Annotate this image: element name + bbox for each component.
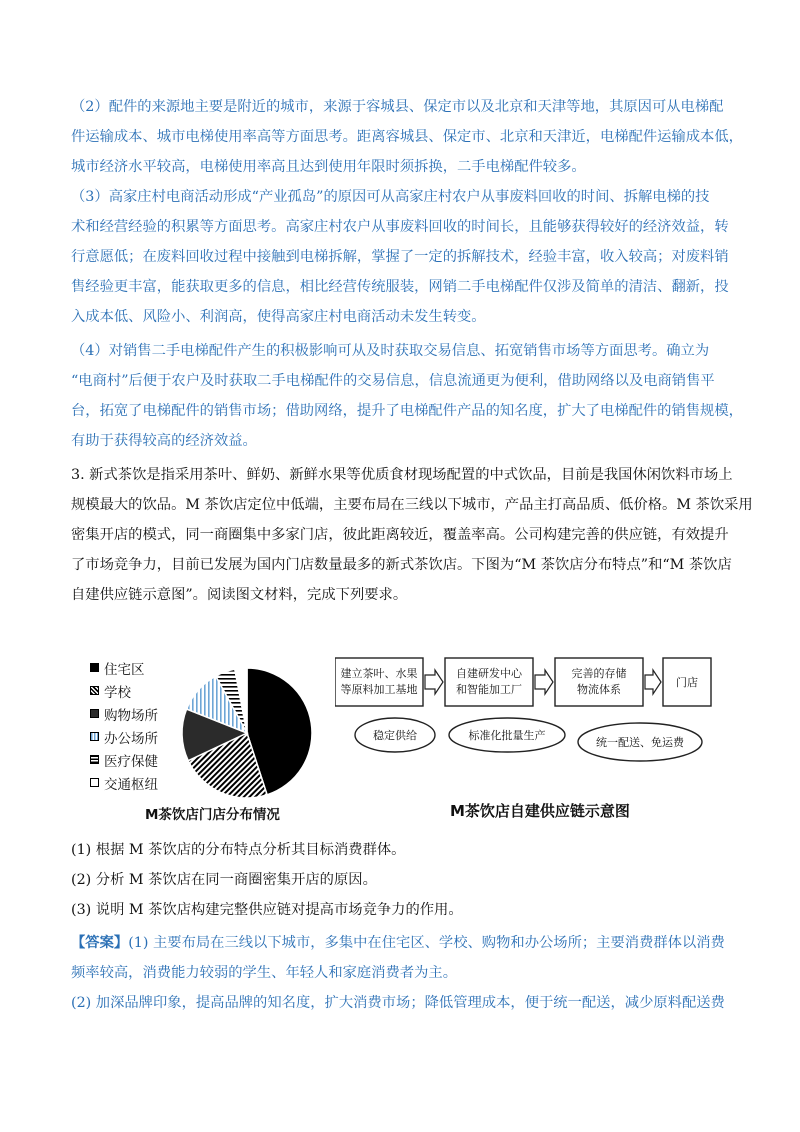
text-line: 件运输成本、城市电梯使用率高等方面思考。距离容城县、保定市、北京和天津近，电梯配件运输成本低， <box>71 129 743 145</box>
text-line: 自建供应链示意图”。阅读图文材料，完成下列要求。 <box>71 587 408 603</box>
legend-item-medical <box>90 748 158 771</box>
sub-question-3: (3) 说明 M 茶饮店构建完整供应链对提高市场竞争力的作用。 <box>71 902 463 918</box>
answer-text: (1) 主要布局在三线以下城市，多集中在住宅区、学校、购物和办公场所；主要消费群体以消费 <box>128 935 725 951</box>
flow-box-rnd-line1: 自建研发中心 <box>456 667 522 680</box>
answer-q3 <box>71 182 737 332</box>
dark-gray-swatch-icon <box>90 709 99 718</box>
flow-ellipse-delivery-label: 统一配送、免运费 <box>596 736 684 749</box>
text-line: 规模最大的饮品。M 茶饮店定位中低端，主要布局在三线以下城市，产品主打高品质、低价格。M 茶饮采用 <box>71 497 753 513</box>
legend-label: 办公场所 <box>104 730 158 747</box>
text-line: 售经验更丰富，能获取更多的信息，相比经营传统服装，网销二手电梯配件仅涉及简单的清洁、翻新，投 <box>71 279 729 295</box>
answer-line-1 <box>71 928 737 958</box>
legend-label: 住宅区 <box>104 661 145 678</box>
text-line: 入成本低、风险小、利润高，使得高家庄村电商活动未发生转变。 <box>71 309 486 325</box>
pie-legend <box>90 656 158 794</box>
legend-label: 交通枢纽 <box>104 776 158 793</box>
question-3-intro <box>71 460 753 610</box>
flow-caption: M茶饮店自建供应链示意图 <box>450 802 630 820</box>
legend-label: 医疗保健 <box>104 753 158 770</box>
flow-box-rnd-line2: 和智能加工厂 <box>456 683 522 696</box>
legend-label: 学校 <box>104 684 131 701</box>
answer-block <box>71 928 737 1018</box>
answer-q4 <box>71 336 743 456</box>
flow-box-base-line2: 等原料加工基地 <box>340 683 418 696</box>
answer-line-3: (2) 加深品牌印象，提高品牌的知名度，扩大消费市场；降低管理成本，便于统一配送，减少原料配送费 <box>71 995 725 1011</box>
flow-box-base <box>335 658 423 706</box>
solid-black-swatch-icon <box>90 663 99 672</box>
arrow-right-icon <box>535 670 553 694</box>
blue-striped-swatch-icon <box>90 732 99 741</box>
legend-item-office <box>90 725 158 748</box>
text-line: 台，拓宽了电梯配件的销售市场；借助网络，提升了电梯配件产品的知名度，扩大了电梯配件的销售规模， <box>71 403 743 419</box>
sub-question-2: (2) 分析 M 茶饮店在同一商圈密集开店的原因。 <box>71 872 377 888</box>
legend-item-residential <box>90 656 158 679</box>
supply-chain-diagram <box>335 640 745 800</box>
text-line: （4）对销售二手电梯配件产生的积极影响可从及时获取交易信息、拓宽销售市场等方面思考。确立为 <box>71 343 710 359</box>
text-line: “电商村”后便于农户及时获取二手电梯配件的交易信息，信息流通更为便利，借助网络以及电商销售平 <box>71 373 715 389</box>
flow-box-logistics-line1: 完善的存储 <box>571 667 627 680</box>
flow-box-store-label: 门店 <box>676 676 698 689</box>
text-line: （3）高家庄村电商活动形成“产业孤岛”的原因可从高家庄村农户从事废料回收的时间、拆解电梯的技 <box>71 189 710 205</box>
flow-box-base-line1: 建立茶叶、水果 <box>340 667 418 680</box>
figure-area <box>90 640 740 840</box>
answer-tag: 【答案】 <box>71 935 129 951</box>
legend-item-transport <box>90 771 158 794</box>
answer-q2 <box>71 92 743 182</box>
hatched-swatch-icon <box>90 686 99 695</box>
sub-question-1: (1) 根据 M 茶饮店的分布特点分析其目标消费群体。 <box>71 842 406 858</box>
text-line: 有助于获得较高的经济效益。 <box>71 433 257 449</box>
sub-questions <box>71 835 737 925</box>
flow-box-rnd <box>445 658 533 706</box>
text-line: 行意愿低；在废料回收过程中接触到电梯拆解，掌握了一定的拆解技术，经验丰富，收入较高；对废料销 <box>71 249 729 265</box>
text-line: 密集开店的模式，同一商圈集中多家门店，彼此距离较近，覆盖率高。公司构建完善的供应链，有效提升 <box>71 527 729 543</box>
flow-ellipse-supply-label: 稳定供给 <box>373 729 417 742</box>
text-line: 术和经营经验的积累等方面思考。高家庄村农户从事废料回收的时间长，且能够获得较好的经济效益，转 <box>71 219 729 235</box>
flow-box-logistics-line2: 物流体系 <box>577 683 621 696</box>
legend-item-school <box>90 679 158 702</box>
hollow-swatch-icon <box>90 778 99 787</box>
horizontal-striped-swatch-icon <box>90 755 99 764</box>
text-line: （2）配件的来源地主要是附近的城市，来源于容城县、保定市以及北京和天津等地，其原因可从电梯配 <box>71 99 724 115</box>
arrow-right-icon <box>425 670 443 694</box>
legend-label: 购物场所 <box>104 707 158 724</box>
pie-caption: M茶饮店门店分布情况 <box>145 807 280 823</box>
flow-box-logistics <box>555 658 643 706</box>
text-line: 3. 新式茶饮是指采用茶叶、鲜奶、新鲜水果等优质食材现场配置的中式饮品，目前是我国休闲饮料市场上 <box>71 467 733 483</box>
arrow-right-icon <box>645 670 661 694</box>
text-line: 了市场竞争力，目前已发展为国内门店数量最多的新式茶饮店。下图为“M 茶饮店分布特点”和“M 茶饮店 <box>71 557 732 573</box>
text-line: 城市经济水平较高，电梯使用率高且达到使用年限时须拆换，二手电梯配件较多。 <box>71 159 586 175</box>
answer-line-2: 频率较高，消费能力较弱的学生、年轻人和家庭消费者为主。 <box>71 965 458 981</box>
legend-item-shopping <box>90 702 158 725</box>
flow-ellipse-standard-label: 标准化批量生产 <box>468 729 546 742</box>
pie-chart <box>172 658 322 808</box>
